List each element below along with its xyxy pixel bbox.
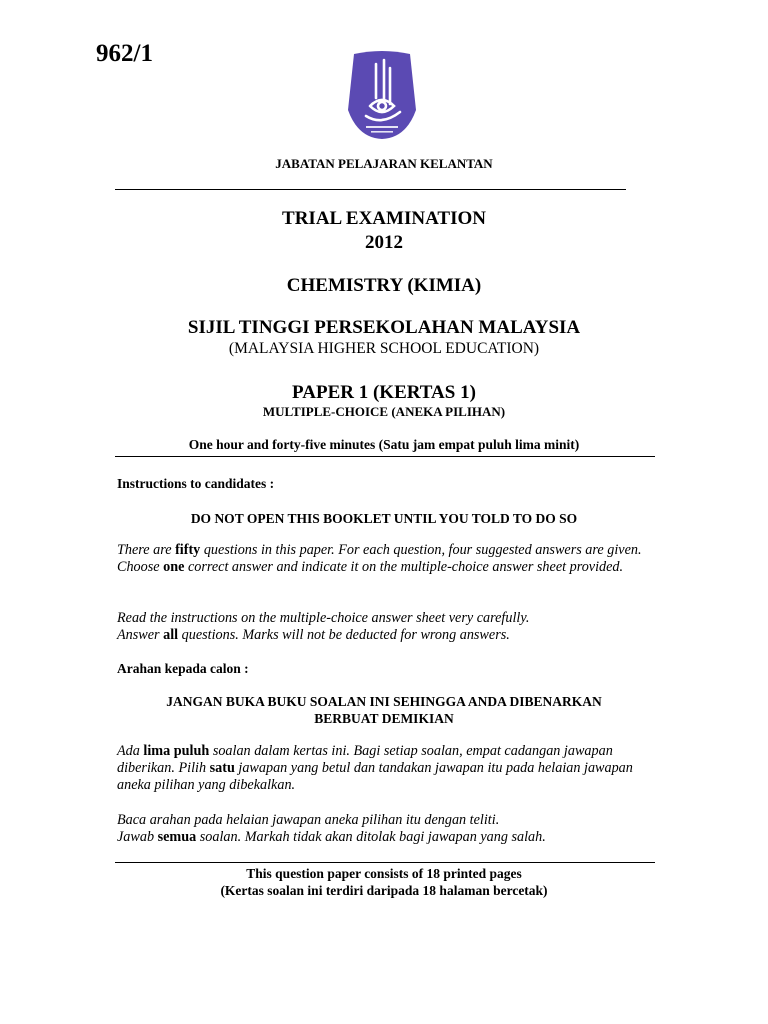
footer-divider: [115, 862, 655, 863]
warning-malay-line-1: JANGAN BUKA BUKU SOALAN INI SEHINGGA ANDA DIBENARKAN: [166, 694, 602, 709]
exam-title: TRIAL EXAMINATION: [282, 208, 486, 229]
instructions-heading: Instructions to candidates :: [117, 476, 275, 491]
warning-english: DO NOT OPEN THIS BOOKLET UNTIL YOU TOLD TO DO SO: [190, 511, 578, 526]
crest-logo-icon: [346, 50, 418, 140]
exam-year: 2012: [365, 232, 403, 253]
arahan-paragraph-1: Ada lima puluh soalan dalam kertas ini. Bagi setiap soalan, empat cadangan jawapan diberikan. Pilih satu jawapan yang betul dan tandakan jawapan itu pada helaian jawapan aneka pilihan yang dibekalkan.: [117, 743, 633, 793]
department-name: JABATAN PELAJARAN KELANTAN: [275, 156, 493, 171]
subject-title: CHEMISTRY (KIMIA): [286, 275, 482, 296]
instructions-paragraph-2: Read the instructions on the multiple-choice answer sheet very carefully. Answer all questions. Marks will not be deducted for wrong answers.: [117, 610, 530, 643]
paper-title: PAPER 1 (KERTAS 1): [292, 382, 476, 403]
duration: One hour and forty-five minutes (Satu jam empat puluh lima minit): [188, 437, 580, 452]
paper-type: MULTIPLE-CHOICE (ANEKA PILIHAN): [262, 404, 506, 419]
warning-malay-line-2: BERBUAT DEMIKIAN: [314, 711, 454, 726]
instructions-paragraph-1: There are fifty questions in this paper. For each question, four suggested answers are given. Choose one correct answer and indicate it on the multiple-choice answer sheet provided.: [117, 542, 642, 575]
header-divider: [115, 189, 626, 190]
page-count-malay: (Kertas soalan ini terdiri daripada 18 halaman bercetak): [220, 883, 548, 898]
certificate-english: (MALAYSIA HIGHER SCHOOL EDUCATION): [228, 340, 540, 357]
paper-code: 962/1: [96, 40, 153, 67]
arahan-paragraph-2: Baca arahan pada helaian jawapan aneka pilihan itu dengan teliti. Jawab semua soalan. Markah tidak akan ditolak bagi jawapan yang salah.: [117, 812, 546, 845]
page-count-english: This question paper consists of 18 printed pages: [246, 866, 522, 881]
arahan-heading: Arahan kepada calon :: [117, 661, 249, 676]
duration-divider: [115, 456, 655, 457]
certificate-title: SIJIL TINGGI PERSEKOLAHAN MALAYSIA: [187, 317, 581, 338]
